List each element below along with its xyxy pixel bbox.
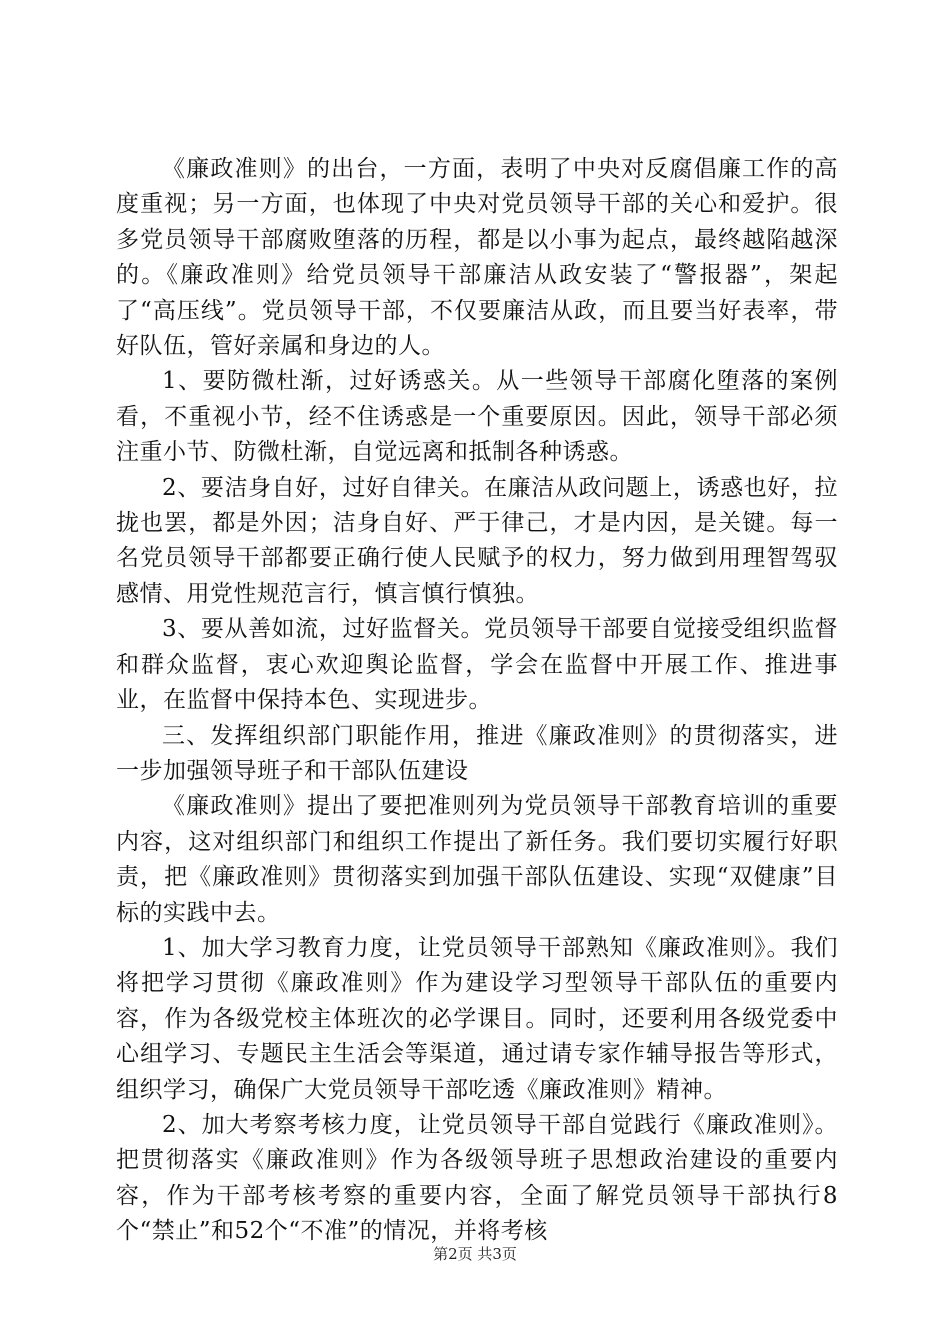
section-heading-3: 三、发挥组织部门职能作用，推进《廉政准则》的贯彻落实，进一步加强领导班子和干部队伍建设 bbox=[116, 722, 838, 784]
page-footer: 第2页 共3页 bbox=[433, 1245, 517, 1263]
paragraph-section-intro: 《廉政准则》提出了要把准则列为党员领导干部教育培训的重要内容，这对组织部门和组织工作提出了新任务。我们要切实履行好职责，把《廉政准则》贯彻落实到加强干部队伍建设、实现“双健康”目标的实践中去。 bbox=[116, 793, 838, 926]
paragraph-point-1: 1、要防微杜渐，过好诱惑关。从一些领导干部腐化堕落的案例看，不重视小节，经不住诱惑是一个重要原因。因此，领导干部必须注重小节、防微杜渐，自觉远离和抵制各种诱惑。 bbox=[116, 368, 838, 466]
paragraph-point-2: 2、要洁身自好，过好自律关。在廉洁从政问题上，诱惑也好，拉拢也罢，都是外因；洁身自好、严于律己，才是内因，是关键。每一名党员领导干部都要正确行使人民赋予的权力，努力做到用理智驾驭感情、用党性规范言行，慎言慎行慎独。 bbox=[116, 474, 838, 607]
paragraph-measure-2: 2、加大考察考核力度，让党员领导干部自觉践行《廉政准则》。把贯彻落实《廉政准则》作为各级领导班子思想政治建设的重要内容，作为干部考核考察的重要内容，全面了解党员领导干部执行8个“禁止”和52个“不准”的情况，并将考核 bbox=[116, 1111, 838, 1245]
document-body bbox=[116, 152, 838, 1250]
paragraph-intro: 《廉政准则》的出台，一方面，表明了中央对反腐倡廉工作的高度重视；另一方面，也体现了中央对党员领导干部的关心和爱护。很多党员领导干部腐败堕落的历程，都是以小事为起点，最终越陷越深的。《廉政准则》给党员领导干部廉洁从政安装了“警报器”，架起了“高压线”。党员领导干部，不仅要廉洁从政，而且要当好表率，带好队伍，管好亲属和身边的人。 bbox=[116, 156, 838, 360]
paragraph-measure-1: 1、加大学习教育力度，让党员领导干部熟知《廉政准则》。我们将把学习贯彻《廉政准则》作为建设学习型领导干部队伍的重要内容，作为各级党校主体班次的必学课目。同时，还要利用各级党委中心组学习、专题民主生活会等渠道，通过请专家作辅导报告等形式，组织学习，确保广大党员领导干部吃透《廉政准则》精神。 bbox=[116, 934, 838, 1103]
paragraph-point-3: 3、要从善如流，过好监督关。党员领导干部要自觉接受组织监督和群众监督，衷心欢迎舆论监督，学会在监督中开展工作、推进事业，在监督中保持本色、实现进步。 bbox=[116, 616, 838, 714]
